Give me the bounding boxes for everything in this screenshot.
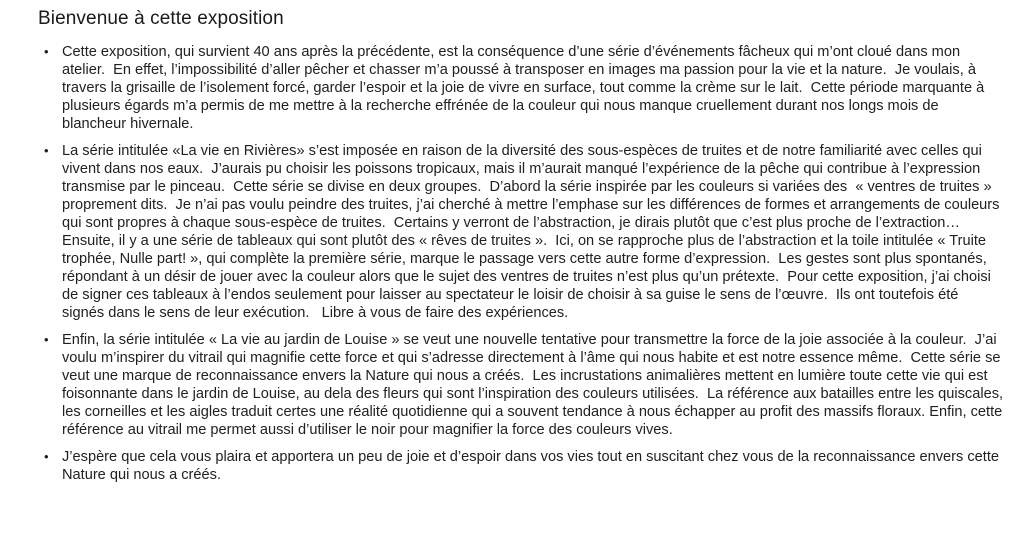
bullet-item <box>38 331 1008 439</box>
bullet-item <box>38 448 1004 484</box>
bullet-marker: • <box>44 143 49 158</box>
bullet-text: La série intitulée «La vie en Rivières» s’est imposée en raison de la diversité des sous-espèces de truites et de notre familiarité avec celles qui vivent dans nos eaux. J’aurais pu choisir les poissons tropicaux, mais il m’aurait manqué l’expérience de la pêche qui contribue à l’expression transmise par le pinceau. Cette série se divise en deux groupes. D’abord la série inspirée par les couleurs si variées des « ventres de truites » proprement dits. Je n’ai pas voulu peindre des truites, j’ai cherché à mettre l’emphase sur les différences de formes et arrangements de couleurs qui sont propres à chaque sous-espèce de truites. Certains y verront de l’abstraction, je dirais plutôt que c’est plus proche de l’extraction… Ensuite, il y a une série de tableaux qui sont plutôt des « rêves de truites ». Ici, on se rapproche plus de l’abstraction et la toile intitulée « Truite trophée, Nulle part! », qui complète la première série, marque le passage vers cette autre forme d’expression. Les gestes sont plus spontanés, répondant à un désir de jouer avec la couleur alors que le sujet des ventres de truites n’est plus qu’un prétexte. Pour cette exposition, j’ai choisi de signer ces tableaux à l’endos seulement pour laisser au spectateur le loisir de choisir à sa guise le sens de l’œuvre. Ils ont toutefois été signés dans le sens de leur exécution. Libre à vous de faire des expériences. <box>62 143 1004 321</box>
bullet-marker: • <box>44 44 49 59</box>
bullet-list <box>38 43 1008 484</box>
page-title: Bienvenue à cette exposition <box>38 8 284 29</box>
bullet-text: J’espère que cela vous plaira et apportera un peu de joie et d’espoir dans vos vies tout en suscitant chez vous de la reconnaissance envers cette Nature qui nous a créés. <box>62 449 1004 483</box>
bullet-marker: • <box>44 449 49 464</box>
bullet-item <box>38 142 1004 322</box>
bullet-marker: • <box>44 332 49 347</box>
bullet-item <box>38 43 1004 133</box>
bullet-text: Cette exposition, qui survient 40 ans après la précédente, est la conséquence d’une série d’événements fâcheux qui m’ont cloué dans mon atelier. En effet, l’impossibilité d’aller pêcher et chasser m’a poussé à transposer en images ma passion pour la vie et la nature. Je voulais, à travers la grisaille de l’isolement forcé, garder l’espoir et la joie de vivre en surface, tout comme la crème sur le lait. Cette période marquante à plusieurs égards m’a permis de me mettre à la recherche effrénée de la couleur qui nous manque cruellement durant nos longs mois de blancheur hivernale. <box>62 44 989 132</box>
bullet-text: Enfin, la série intitulée « La vie au jardin de Louise » se veut une nouvelle tentative pour transmettre la force de la joie associée à la couleur. J’ai voulu m’inspirer du vitrail qui magnifie cette force et qui s’adresse directement à l’âme qui nous habite et est notre essence même. Cette série se veut une marque de reconnaissance envers la Nature qui nous a créés. Les incrustations animalières mettent en lumière toute cette vie qui est foisonnante dans le jardin de Louise, au dela des fleurs qui sont l’inspiration des couleurs utilisées. La référence aux batailles entre les quiscales, les corneilles et les aigles traduit certes une réalité quotidienne qui a souvent tendance à nous échapper au profit des massifs floraux. Enfin, cette référence au vitrail me permet aussi d’utiliser le noir pour magnifier la force des couleurs vives. <box>62 332 1008 438</box>
